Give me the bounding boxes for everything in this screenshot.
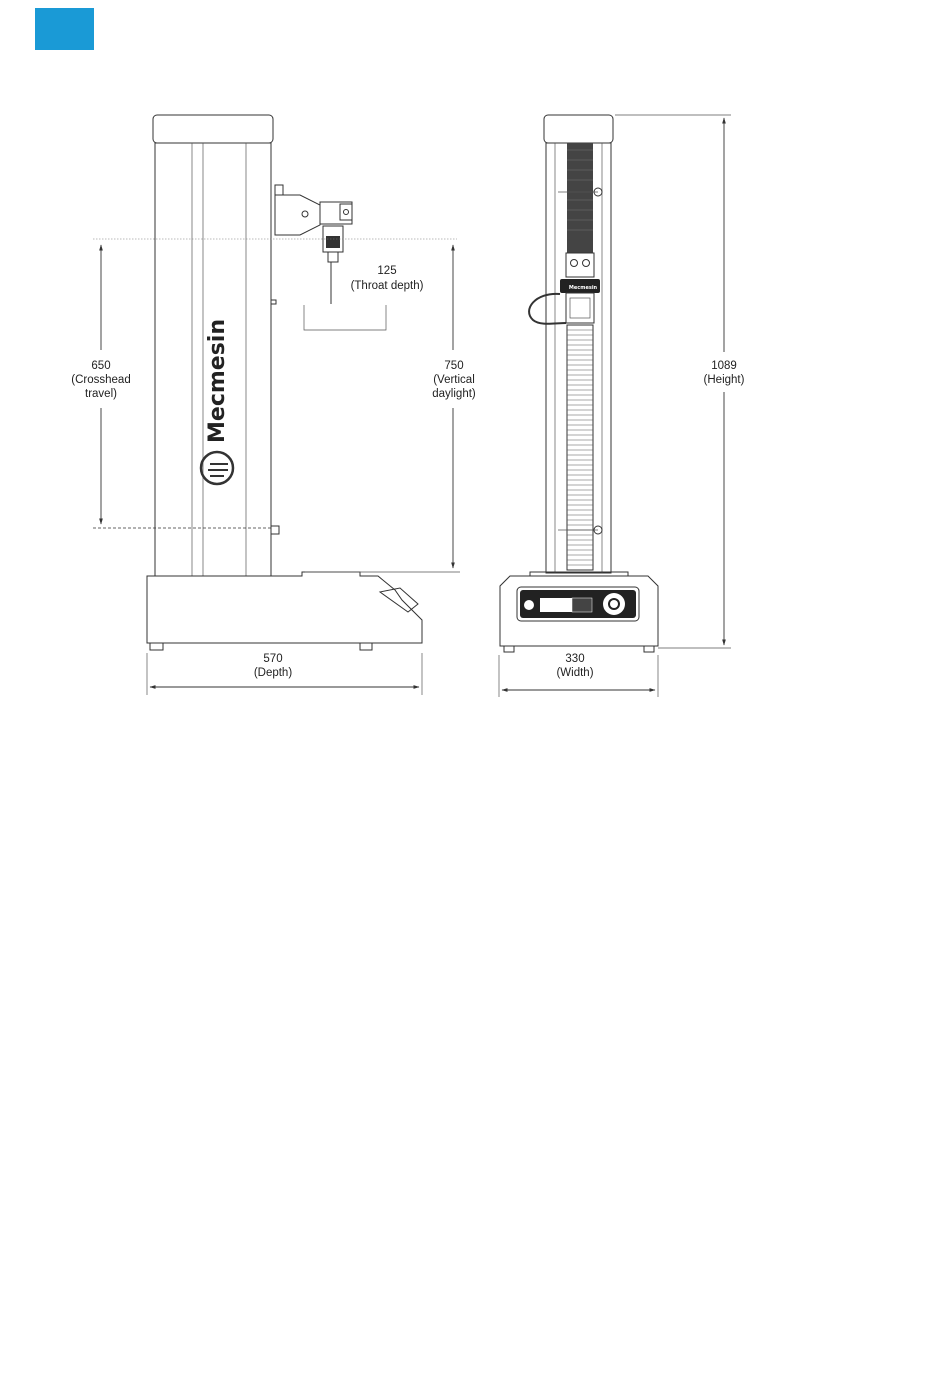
front-cable [529, 294, 566, 324]
front-brand-text: Mecmesin [568, 285, 598, 291]
dim-height-label: (Height) [703, 374, 745, 386]
side-crosshead [275, 185, 352, 304]
dim-crosshead-value: 650 [91, 360, 111, 372]
dim-depth-value: 570 [263, 653, 283, 665]
dim-crosshead-label: travel) [85, 388, 117, 400]
front-foot [504, 646, 514, 652]
dim-width-label: (Width) [556, 667, 594, 679]
front-view [499, 115, 745, 697]
dim-width-value: 330 [565, 653, 585, 665]
dim-height-value: 1089 [711, 360, 737, 372]
front-bellows [567, 325, 593, 570]
side-base [147, 572, 422, 643]
dim-daylight-value: 750 [444, 360, 464, 372]
throat-bracket [304, 305, 386, 330]
front-crosshead [566, 253, 594, 277]
dim-daylight-label: (Vertical [433, 374, 475, 386]
front-lead-screw [567, 143, 593, 253]
front-foot [644, 646, 654, 652]
side-brand-logo [201, 319, 233, 484]
dim-throat-label: (Throat depth) [350, 280, 424, 292]
dim-daylight-label: daylight) [432, 388, 476, 400]
side-control-knob [380, 588, 418, 612]
dim-crosshead-label: (Crosshead [71, 374, 131, 386]
side-top-cap [153, 115, 273, 143]
dim-depth-label: (Depth) [253, 667, 293, 679]
front-top-cap [544, 115, 613, 143]
side-foot [150, 643, 163, 650]
side-brand-text: Mecmesin [205, 319, 230, 443]
dim-throat-value: 125 [377, 265, 397, 277]
side-foot [360, 643, 372, 650]
side-view [71, 115, 476, 695]
